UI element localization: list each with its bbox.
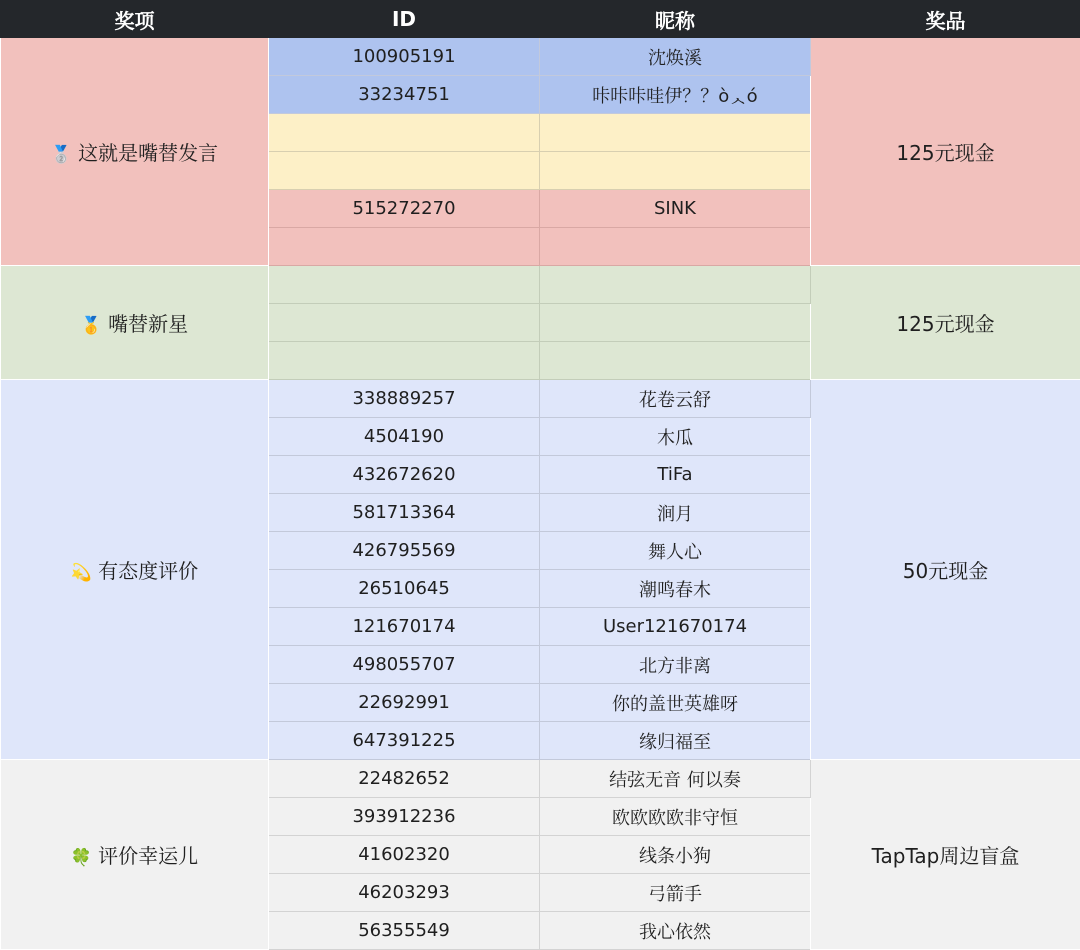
nickname-cell: 咔咔咔哇伊？？ὸᆺό	[540, 76, 811, 114]
id-cell: 41602320	[269, 836, 540, 874]
prize-cell: 125元现金	[811, 266, 1080, 380]
silver-medal-icon: 🥈	[51, 145, 72, 165]
id-cell: 56355549	[269, 912, 540, 950]
four-leaf-clover-icon: 🍀	[71, 848, 92, 868]
prize-cell: TapTap周边盲盒	[811, 760, 1080, 950]
prize-cell: 125元现金	[811, 38, 1080, 266]
nickname-cell: 弓箭手	[540, 874, 811, 912]
id-cell: 46203293	[269, 874, 540, 912]
nickname-cell: SINK	[540, 190, 811, 228]
nickname-cell	[540, 266, 811, 304]
header-award: 奖项	[1, 1, 269, 38]
award-label: 嘴替新星	[108, 312, 188, 336]
id-cell	[269, 342, 540, 380]
id-cell	[269, 114, 540, 152]
table-row	[1, 266, 1080, 304]
header-id: ID	[269, 1, 540, 38]
id-cell: 647391225	[269, 722, 540, 760]
award-cell	[1, 380, 269, 760]
id-cell: 22692991	[269, 684, 540, 722]
table-row	[1, 38, 1080, 76]
nickname-cell: 结弦无音 何以奏	[540, 760, 811, 798]
nickname-cell	[540, 228, 811, 266]
award-cell	[1, 760, 269, 950]
nickname-cell: TiFa	[540, 456, 811, 494]
id-cell: 426795569	[269, 532, 540, 570]
id-cell: 4504190	[269, 418, 540, 456]
id-cell: 100905191	[269, 38, 540, 76]
prize-cell: 50元现金	[811, 380, 1080, 760]
nickname-cell: 你的盖世英雄呀	[540, 684, 811, 722]
nickname-cell: 木瓜	[540, 418, 811, 456]
id-cell: 33234751	[269, 76, 540, 114]
id-cell: 338889257	[269, 380, 540, 418]
gold-medal-icon: 🥇	[81, 316, 102, 336]
header-row	[1, 1, 1080, 38]
id-cell: 432672620	[269, 456, 540, 494]
nickname-cell: 沈焕溪	[540, 38, 811, 76]
award-cell	[1, 266, 269, 380]
header-nickname: 昵称	[540, 1, 811, 38]
id-cell: 26510645	[269, 570, 540, 608]
nickname-cell	[540, 114, 811, 152]
id-cell: 498055707	[269, 646, 540, 684]
dizzy-star-icon: 💫	[71, 563, 92, 583]
id-cell: 121670174	[269, 608, 540, 646]
award-label: 这就是嘴替发言	[78, 141, 218, 165]
id-cell: 581713364	[269, 494, 540, 532]
nickname-cell: 涧月	[540, 494, 811, 532]
nickname-cell	[540, 152, 811, 190]
award-cell	[1, 38, 269, 266]
nickname-cell: User121670174	[540, 608, 811, 646]
award-label: 评价幸运儿	[98, 844, 198, 868]
id-cell: 22482652	[269, 760, 540, 798]
id-cell	[269, 152, 540, 190]
table-row	[1, 760, 1080, 798]
id-cell: 393912236	[269, 798, 540, 836]
id-cell	[269, 266, 540, 304]
id-cell: 515272270	[269, 190, 540, 228]
id-cell	[269, 228, 540, 266]
nickname-cell: 北方非离	[540, 646, 811, 684]
nickname-cell: 潮鸣春木	[540, 570, 811, 608]
nickname-cell: 缘归福至	[540, 722, 811, 760]
nickname-cell: 我心依然	[540, 912, 811, 950]
nickname-cell: 花卷云舒	[540, 380, 811, 418]
award-label: 有态度评价	[98, 559, 198, 583]
header-prize: 奖品	[811, 1, 1080, 38]
nickname-cell: 欧欧欧欧非守恒	[540, 798, 811, 836]
table-row	[1, 380, 1080, 418]
id-cell	[269, 304, 540, 342]
nickname-cell	[540, 304, 811, 342]
nickname-cell: 舞人心	[540, 532, 811, 570]
nickname-cell: 线条小狗	[540, 836, 811, 874]
nickname-cell	[540, 342, 811, 380]
